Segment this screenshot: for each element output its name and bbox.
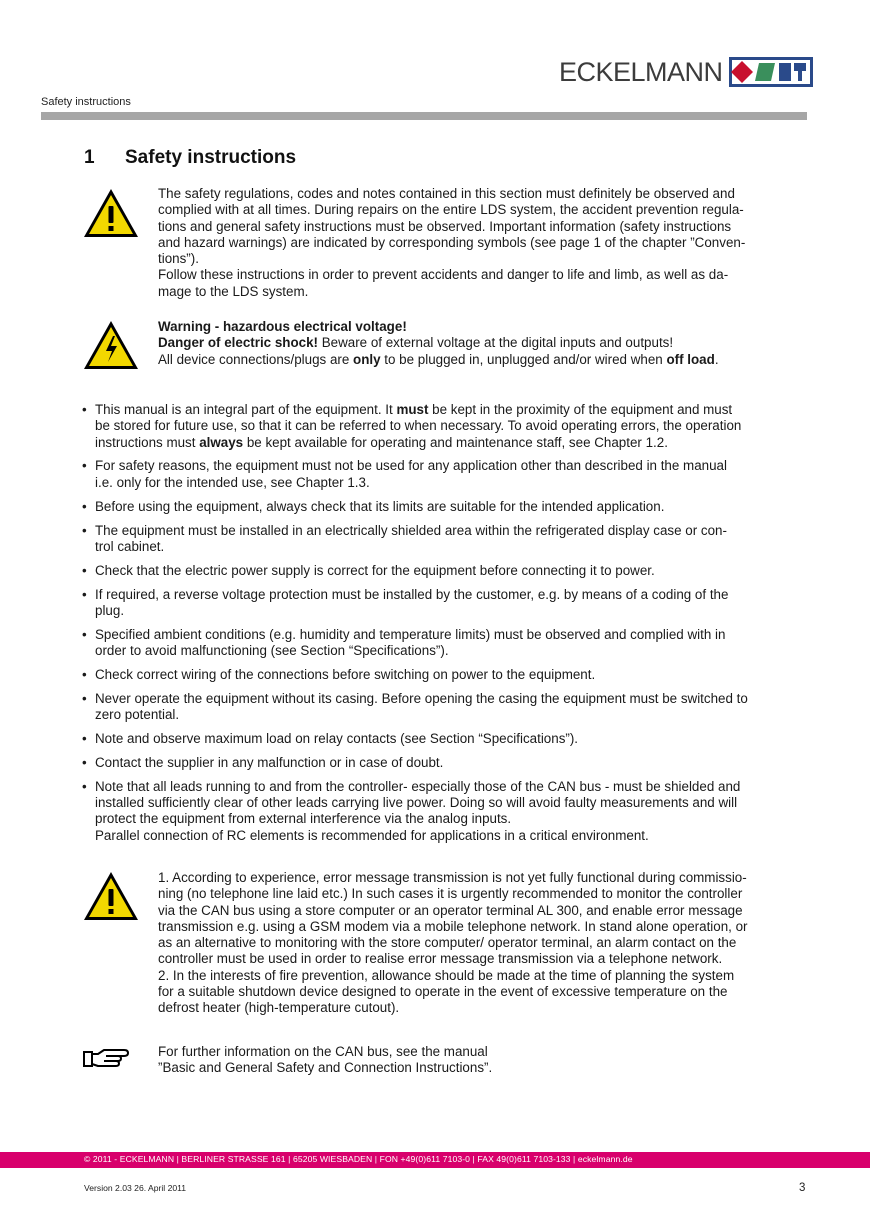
- electrical-warning: [158, 319, 808, 368]
- intro-text: [158, 186, 808, 300]
- warning-triangle-icon: [82, 870, 140, 922]
- danger-text: Beware of external voltage at the digital inputs and outputs!: [318, 335, 674, 351]
- page-number: 3: [799, 1182, 806, 1194]
- conn-off-load: off load: [666, 351, 715, 367]
- list-item: • Before using the equipment, always check that its limits are suitable for the intended application.: [82, 499, 808, 515]
- logo-mark-icon: [729, 57, 813, 87]
- note-line: for a suitable shutdown device designed to operate in the event of excessive temperature on the: [158, 984, 728, 1000]
- version-info: Version 2.03 26. April 2011: [84, 1183, 187, 1193]
- note-line: via the CAN bus using a store computer or an operator terminal AL 300, and enable error message: [158, 902, 743, 918]
- note-line: as an alternative to monitoring with the store computer/ operator terminal, an alarm contact on the: [158, 935, 737, 951]
- intro-line: tions and general safety instructions must be observed. Important information (safety instructions: [158, 218, 732, 234]
- note-line: transmission e.g. using a GSM modem via a mobile telephone network. In stand alone operation, or: [158, 918, 748, 934]
- intro-line: mage to the LDS system.: [158, 283, 309, 299]
- note-line: 1. According to experience, error message transmission is not yet fully functional during commissio-: [158, 870, 747, 885]
- note-line: 2. In the interests of fire prevention, allowance should be made at the time of planning the system: [158, 967, 735, 983]
- note-line: controller must be used in order to realise error message transmission via a telephone network.: [158, 951, 723, 967]
- footer-contact: © 2011 - ECKELMANN | BERLINER STRASSE 161 | 65205 WIESBADEN | FON +49(0)611 7103-0 | FAX 49(0)611 7103-133 | eckelmann.de: [84, 1154, 633, 1164]
- list-item: • Note and observe maximum load on relay contacts (see Section “Specifications”).: [82, 731, 808, 747]
- reference-text: [158, 1044, 808, 1077]
- conn-text: All device connections/plugs are: [158, 351, 354, 367]
- reference-line: For further information on the CAN bus, see the manual: [158, 1044, 488, 1059]
- list-item: • The equipment must be installed in an electrically shielded area within the refrigerated display case or con- trol cabinet.: [82, 523, 808, 556]
- list-item: • For safety reasons, the equipment must not be used for any application other than described in the manual i.e. only for the intended use, see Chapter 1.3.: [82, 458, 808, 491]
- conn-text: .: [714, 351, 719, 367]
- chapter-title: Safety instructions: [125, 147, 297, 168]
- pointing-hand-icon: [82, 1046, 130, 1070]
- note-line: defrost heater (high-temperature cutout).: [158, 1000, 400, 1016]
- intro-line: complied with at all times. During repairs on the entire LDS system, the accident prevention regula-: [158, 202, 744, 218]
- intro-line: The safety regulations, codes and notes contained in this section must definitely be observed and: [158, 186, 735, 201]
- conn-only: only: [353, 351, 381, 367]
- eckelmann-logo: [559, 57, 813, 87]
- note-text: [158, 870, 808, 1017]
- list-item: • Note that all leads running to and from the controller- especially those of the CAN bus - must be shielded and installed sufficiently clear of other leads carrying live power. Doing so will avoid faulty measurements and will protect the equipment from external interference via the analog inputs. Parallel connection of RC elements is recommended for applications in a critical environment.: [82, 779, 808, 844]
- list-item: • Never operate the equipment without its casing. Before opening the casing the equipment must be switched to zero potential.: [82, 691, 808, 724]
- list-item: • If required, a reverse voltage protection must be installed by the customer, e.g. by means of a coding of the plug.: [82, 587, 808, 620]
- list-item: • Specified ambient conditions (e.g. humidity and temperature limits) must be observed and complied with in order to avoid malfunctioning (see Section “Specifications”).: [82, 627, 808, 660]
- note-line: ning (no telephone line laid etc.) In such cases it is urgently recommended to monitor the controller: [158, 886, 743, 902]
- intro-line: Follow these instructions in order to prevent accidents and danger to life and limb, as well as da-: [158, 267, 729, 283]
- intro-line: tions”).: [158, 251, 199, 267]
- high-voltage-icon: [82, 319, 140, 371]
- safety-bullet-list: [82, 402, 808, 852]
- intro-line: and hazard warnings) are indicated by corresponding symbols (see page 1 of the chapter ”Conven-: [158, 234, 746, 250]
- header-rule: [41, 112, 807, 120]
- reference-line: ”Basic and General Safety and Connection Instructions”.: [158, 1060, 493, 1076]
- logo-wordmark: ECKELMANN: [559, 57, 723, 87]
- conn-text: to be plugged in, unplugged and/or wired when: [380, 351, 667, 367]
- danger-label: Danger of electric shock!: [158, 335, 318, 351]
- warning-triangle-icon: [82, 187, 140, 239]
- page-title: [84, 147, 296, 169]
- chapter-number: 1: [84, 147, 95, 168]
- list-item: • Check correct wiring of the connections before switching on power to the equipment.: [82, 667, 808, 683]
- list-item: • This manual is an integral part of the equipment. It must be kept in the proximity of the equipment and must be stored for future use, so that it can be referred to when necessary. To avoid operating errors, the operation instructions must always be kept available for operating and maintenance staff, see Chapter 1.2.: [82, 402, 808, 451]
- electrical-warning-heading: Warning - hazardous electrical voltage!: [158, 319, 407, 334]
- list-item: • Check that the electric power supply is correct for the equipment before connecting it to power.: [82, 563, 808, 579]
- running-header-section: Safety instructions: [41, 96, 131, 108]
- list-item: • Contact the supplier in any malfunction or in case of doubt.: [82, 755, 808, 771]
